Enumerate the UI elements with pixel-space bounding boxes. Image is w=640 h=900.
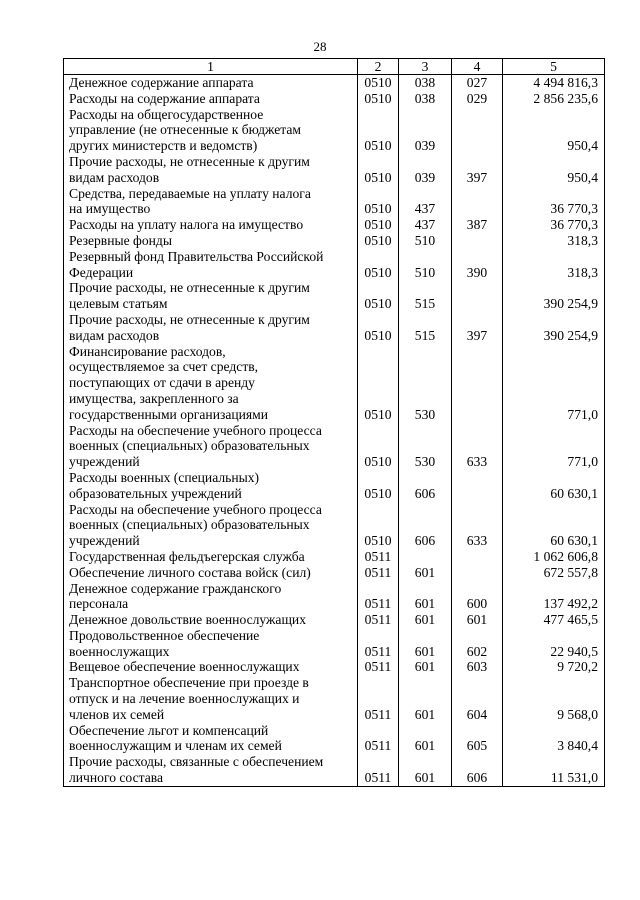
row-section-cell: 0510 (358, 502, 399, 549)
row-target-item-cell: 437 (399, 186, 452, 218)
row-target-item-cell: 437 (399, 217, 452, 233)
row-amount-cell: 4 494 816,3 (503, 75, 605, 91)
row-expense-type-cell: 390 (452, 249, 503, 281)
row-expense-type-cell (452, 233, 503, 249)
row-name-cell: Денежное содержание аппарата (64, 75, 358, 91)
row-amount-cell: 950,4 (503, 154, 605, 186)
row-target-item-cell: 038 (399, 91, 452, 107)
row-target-item-cell: 601 (399, 723, 452, 755)
row-name-cell: Расходы на обеспечение учебного процесса военных (специальных) образовательных учреждений (64, 502, 358, 549)
row-amount-cell: 9 568,0 (503, 675, 605, 722)
row-amount-cell: 672 557,8 (503, 565, 605, 581)
table-row (64, 612, 605, 628)
row-section-cell: 0510 (358, 186, 399, 218)
row-target-item-cell: 039 (399, 154, 452, 186)
row-name-cell: Обеспечение личного состава войск (сил) (64, 565, 358, 581)
row-section-cell: 0510 (358, 470, 399, 502)
row-expense-type-cell: 397 (452, 312, 503, 344)
table-row (64, 249, 605, 281)
row-amount-cell: 36 770,3 (503, 186, 605, 218)
row-expense-type-cell: 633 (452, 502, 503, 549)
row-name-cell: Расходы на содержание аппарата (64, 91, 358, 107)
row-expense-type-cell: 602 (452, 628, 503, 660)
row-amount-cell: 318,3 (503, 249, 605, 281)
row-name-cell: Обеспечение льгот и компенсаций военнослужащим и членам их семей (64, 723, 358, 755)
row-section-cell: 0511 (358, 723, 399, 755)
row-target-item-cell: 601 (399, 612, 452, 628)
table-row (64, 754, 605, 786)
row-target-item-cell: 510 (399, 233, 452, 249)
row-amount-cell: 36 770,3 (503, 217, 605, 233)
table-row (64, 217, 605, 233)
row-target-item-cell: 038 (399, 75, 452, 91)
row-name-cell: Денежное довольствие военнослужащих (64, 612, 358, 628)
table-row (64, 675, 605, 722)
row-section-cell: 0511 (358, 659, 399, 675)
row-section-cell: 0511 (358, 549, 399, 565)
row-amount-cell: 9 720,2 (503, 659, 605, 675)
row-target-item-cell: 530 (399, 344, 452, 423)
row-name-cell: Расходы на уплату налога на имущество (64, 217, 358, 233)
row-name-cell: Денежное содержание гражданского персонала (64, 581, 358, 613)
row-section-cell: 0510 (358, 280, 399, 312)
row-expense-type-cell: 601 (452, 612, 503, 628)
table-row (64, 723, 605, 755)
row-expense-type-cell: 606 (452, 754, 503, 786)
row-target-item-cell: 606 (399, 502, 452, 549)
row-target-item-cell: 515 (399, 312, 452, 344)
row-section-cell: 0510 (358, 75, 399, 91)
row-expense-type-cell (452, 565, 503, 581)
header-row (64, 59, 605, 75)
row-target-item-cell: 601 (399, 659, 452, 675)
row-amount-cell: 390 254,9 (503, 312, 605, 344)
row-expense-type-cell: 603 (452, 659, 503, 675)
column-header-section: 2 (358, 59, 399, 75)
table-row (64, 75, 605, 91)
row-expense-type-cell (452, 344, 503, 423)
row-name-cell: Резервный фонд Правительства Российской Федерации (64, 249, 358, 281)
row-name-cell: Продовольственное обеспечение военнослужащих (64, 628, 358, 660)
row-name-cell: Средства, передаваемые на уплату налога на имущество (64, 186, 358, 218)
row-section-cell: 0511 (358, 628, 399, 660)
row-name-cell: Резервные фонды (64, 233, 358, 249)
row-expense-type-cell (452, 186, 503, 218)
table-row (64, 186, 605, 218)
row-amount-cell: 2 856 235,6 (503, 91, 605, 107)
table-row (64, 154, 605, 186)
row-name-cell: Государственная фельдъегерская служба (64, 549, 358, 565)
row-name-cell: Прочие расходы, не отнесенные к другим видам расходов (64, 312, 358, 344)
row-target-item-cell: 510 (399, 249, 452, 281)
row-name-cell: Расходы на общегосударственное управление (не отнесенные к бюджетам других министерств и ведомств) (64, 107, 358, 154)
row-expense-type-cell (452, 470, 503, 502)
table-header (64, 59, 605, 75)
row-name-cell: Прочие расходы, связанные с обеспечением личного состава (64, 754, 358, 786)
row-amount-cell: 3 840,4 (503, 723, 605, 755)
table-row (64, 344, 605, 423)
row-amount-cell: 771,0 (503, 423, 605, 470)
row-target-item-cell: 606 (399, 470, 452, 502)
row-name-cell: Финансирование расходов, осуществляемое за счет средств, поступающих от сдачи в аренду имущества, закрепленного за государственными организациями (64, 344, 358, 423)
row-section-cell: 0510 (358, 107, 399, 154)
row-name-cell: Расходы на обеспечение учебного процесса военных (специальных) образовательных учреждений (64, 423, 358, 470)
row-section-cell: 0511 (358, 754, 399, 786)
row-expense-type-cell (452, 280, 503, 312)
table-row (64, 549, 605, 565)
row-amount-cell: 477 465,5 (503, 612, 605, 628)
row-target-item-cell: 601 (399, 565, 452, 581)
column-header-target-item: 3 (399, 59, 452, 75)
table-row (64, 423, 605, 470)
row-section-cell: 0510 (358, 91, 399, 107)
row-section-cell: 0511 (358, 675, 399, 722)
table-row (64, 659, 605, 675)
row-expense-type-cell: 605 (452, 723, 503, 755)
table-row (64, 233, 605, 249)
column-header-amount: 5 (503, 59, 605, 75)
row-expense-type-cell: 604 (452, 675, 503, 722)
row-section-cell: 0510 (358, 344, 399, 423)
row-target-item-cell: 601 (399, 581, 452, 613)
row-target-item-cell: 039 (399, 107, 452, 154)
table-row (64, 107, 605, 154)
row-section-cell: 0510 (358, 423, 399, 470)
row-amount-cell: 390 254,9 (503, 280, 605, 312)
row-target-item-cell: 530 (399, 423, 452, 470)
row-amount-cell: 318,3 (503, 233, 605, 249)
row-amount-cell: 11 531,0 (503, 754, 605, 786)
table-row (64, 470, 605, 502)
budget-table (63, 58, 605, 787)
table-body (64, 75, 605, 787)
row-amount-cell: 60 630,1 (503, 470, 605, 502)
row-expense-type-cell: 027 (452, 75, 503, 91)
table-row (64, 91, 605, 107)
row-expense-type-cell: 029 (452, 91, 503, 107)
row-section-cell: 0510 (358, 217, 399, 233)
row-expense-type-cell: 600 (452, 581, 503, 613)
row-target-item-cell (399, 549, 452, 565)
page-number: 28 (313, 39, 327, 54)
table-row (64, 565, 605, 581)
column-header-name: 1 (64, 59, 358, 75)
row-expense-type-cell (452, 549, 503, 565)
table-row (64, 581, 605, 613)
table-row (64, 502, 605, 549)
row-section-cell: 0511 (358, 565, 399, 581)
row-amount-cell: 60 630,1 (503, 502, 605, 549)
row-name-cell: Прочие расходы, не отнесенные к другим видам расходов (64, 154, 358, 186)
row-target-item-cell: 515 (399, 280, 452, 312)
row-section-cell: 0510 (358, 154, 399, 186)
row-expense-type-cell: 397 (452, 154, 503, 186)
table-row (64, 312, 605, 344)
row-amount-cell: 1 062 606,8 (503, 549, 605, 565)
row-name-cell: Вещевое обеспечение военнослужащих (64, 659, 358, 675)
row-expense-type-cell (452, 107, 503, 154)
row-section-cell: 0511 (358, 612, 399, 628)
row-name-cell: Транспортное обеспечение при проезде в отпуск и на лечение военнослужащих и членов их семей (64, 675, 358, 722)
row-section-cell: 0510 (358, 312, 399, 344)
row-section-cell: 0510 (358, 249, 399, 281)
row-expense-type-cell: 633 (452, 423, 503, 470)
row-amount-cell: 771,0 (503, 344, 605, 423)
row-section-cell: 0510 (358, 233, 399, 249)
table-row (64, 628, 605, 660)
row-amount-cell: 950,4 (503, 107, 605, 154)
column-header-expense-type: 4 (452, 59, 503, 75)
row-target-item-cell: 601 (399, 628, 452, 660)
row-name-cell: Расходы военных (специальных) образовательных учреждений (64, 470, 358, 502)
row-name-cell: Прочие расходы, не отнесенные к другим целевым статьям (64, 280, 358, 312)
row-target-item-cell: 601 (399, 754, 452, 786)
row-amount-cell: 22 940,5 (503, 628, 605, 660)
row-section-cell: 0511 (358, 581, 399, 613)
table-row (64, 280, 605, 312)
row-amount-cell: 137 492,2 (503, 581, 605, 613)
row-target-item-cell: 601 (399, 675, 452, 722)
row-expense-type-cell: 387 (452, 217, 503, 233)
